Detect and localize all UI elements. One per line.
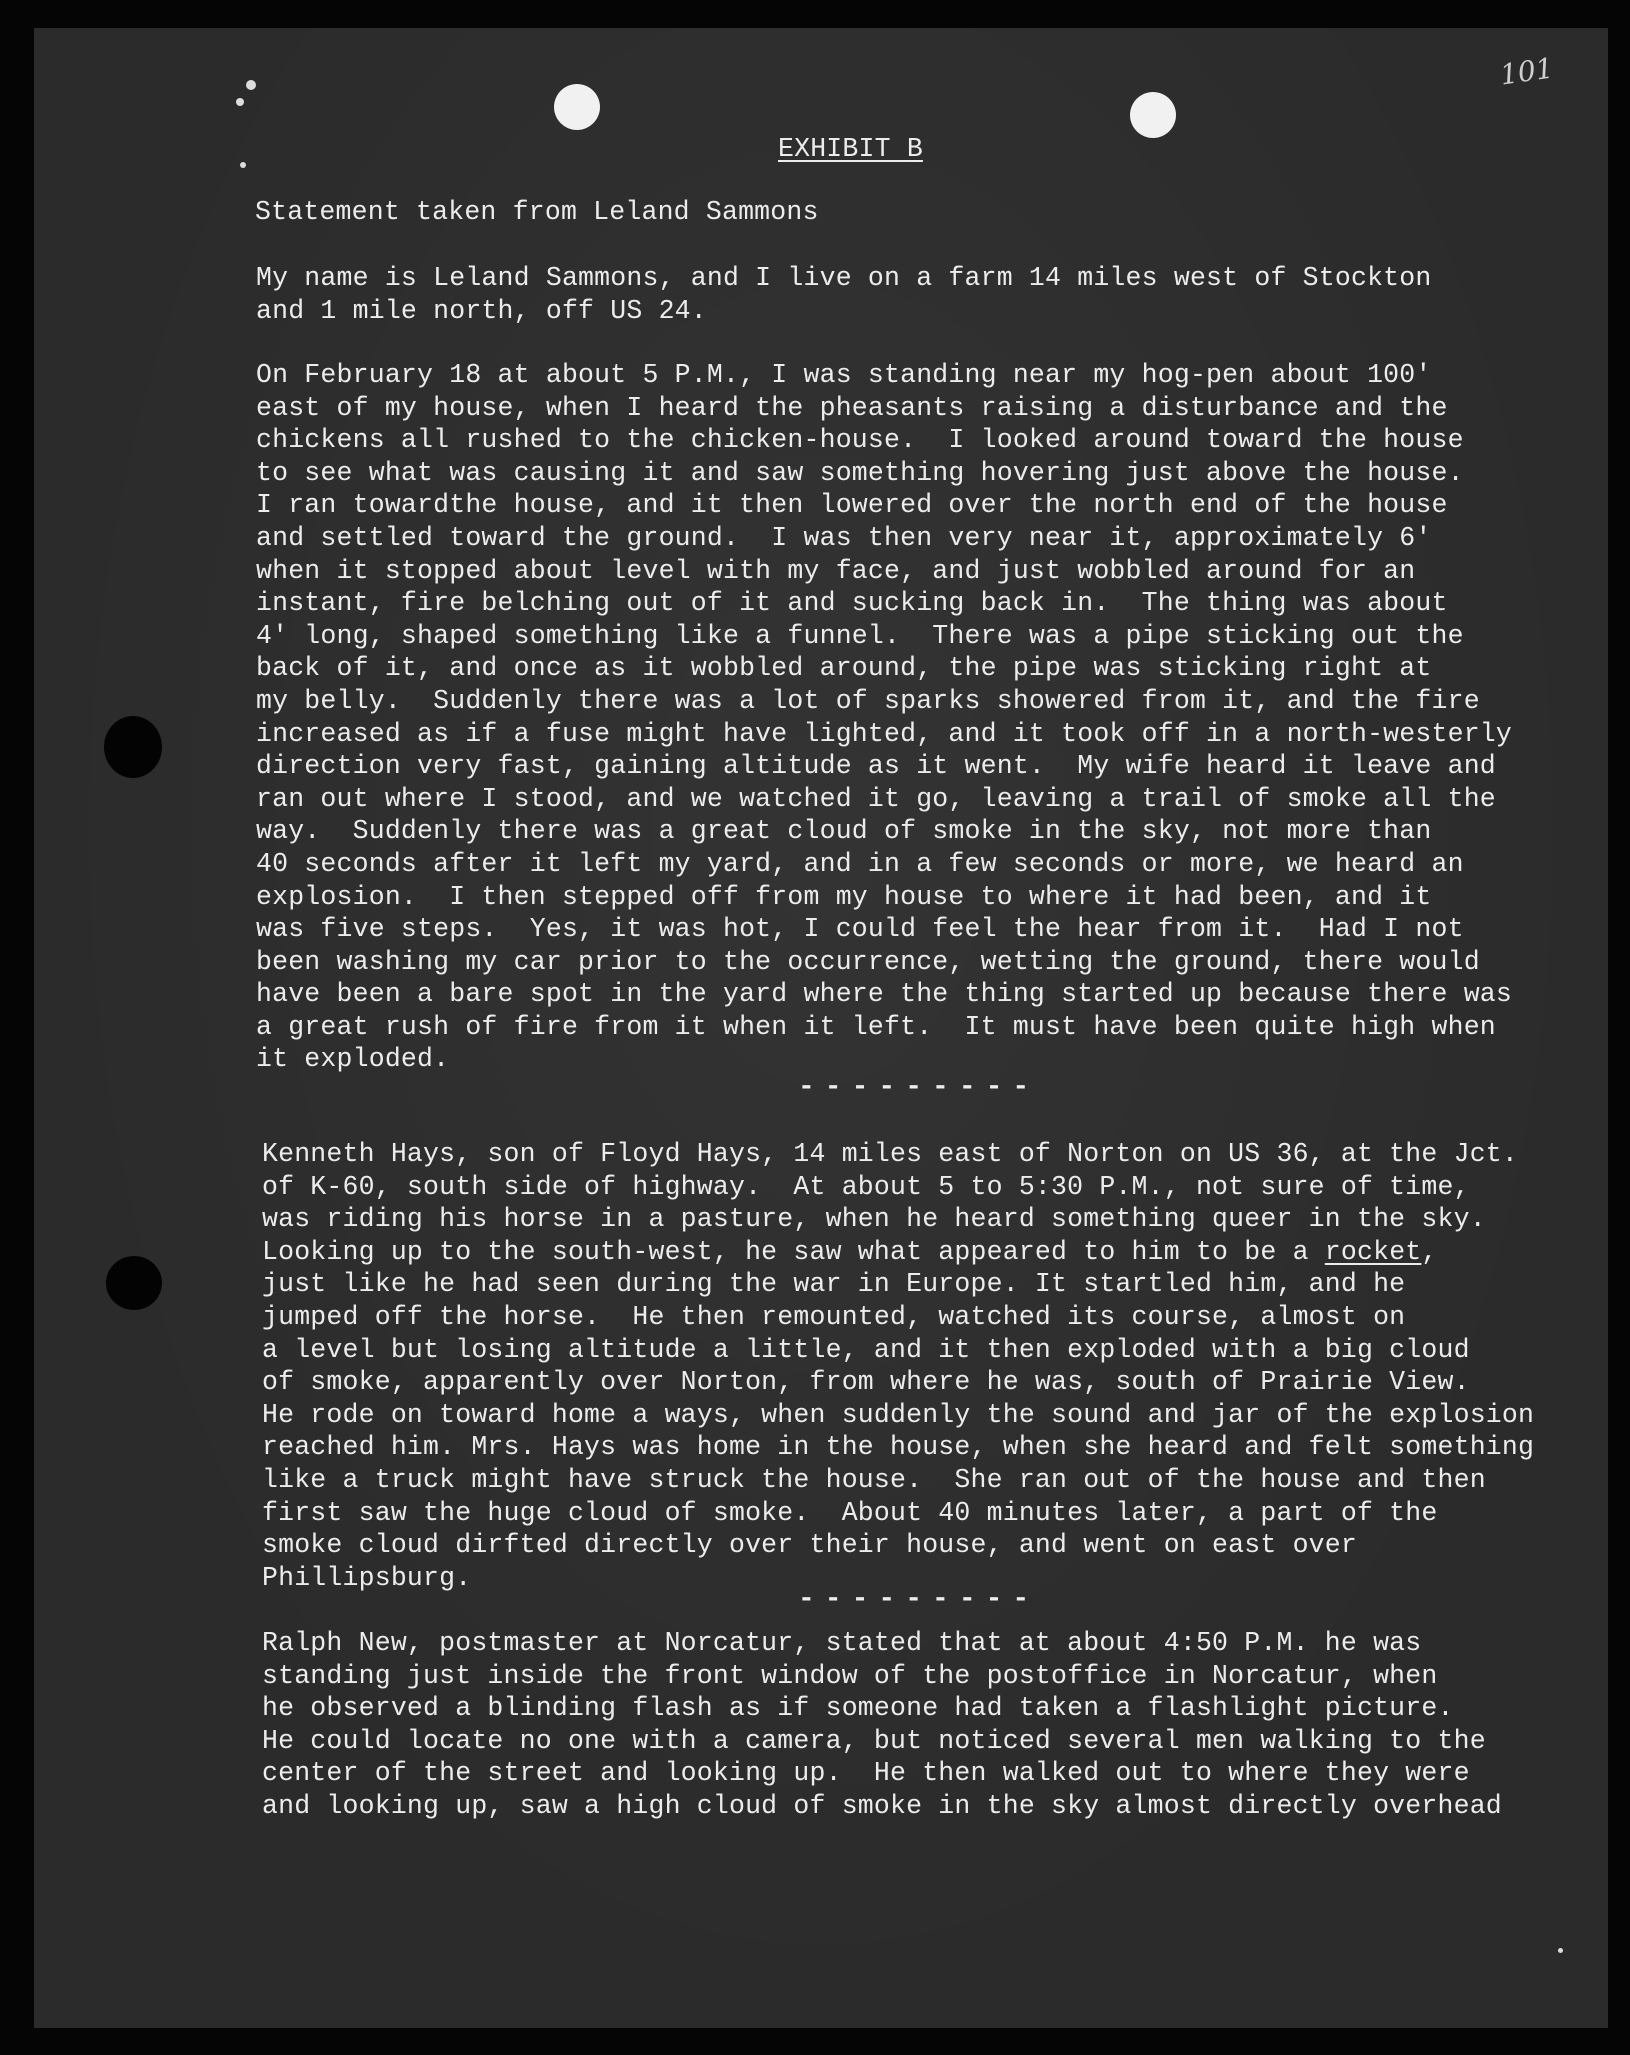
text-line: he observed a blinding flash as if someone had taken a flashlight picture.	[262, 1693, 1454, 1724]
text-line: On February 18 at about 5 P.M., I was standing near my hog-pen about 100'	[256, 360, 1432, 390]
punch-hole-top-left	[554, 84, 600, 130]
text-line: Phillipsburg.	[262, 1562, 472, 1593]
text-line: My name is Leland Sammons, and I live on a farm 14 miles west of Stockton	[256, 263, 1432, 293]
text-line: been washing my car prior to the occurrence, wetting the ground, there would	[256, 946, 1480, 977]
text-line: chickens all rushed to the chicken-house. I looked around toward the house	[256, 425, 1464, 456]
text-line: and 1 mile north, off US 24.	[256, 295, 707, 326]
text-line: it exploded.	[256, 1044, 450, 1075]
exhibit-title: EXHIBIT B	[778, 134, 923, 164]
underlined-word-rocket: rocket	[1324, 1236, 1422, 1267]
text-line: jumped off the horse. He then remounted, watched its course, almost on	[262, 1301, 1406, 1332]
text-line: direction very fast, gaining altitude as it went. My wife heard it leave and	[256, 751, 1496, 782]
speck	[236, 98, 244, 106]
text-line: explosion. I then stepped off from my house to where it had been, and it	[256, 881, 1432, 912]
text-line: just like he had seen during the war in Europe. It startled him, and he	[262, 1269, 1406, 1300]
punch-hole-top-right	[1130, 92, 1176, 138]
text-line: ran out where I stood, and we watched it go, leaving a trail of smoke all the	[256, 783, 1496, 814]
text-line: 4' long, shaped something like a funnel. There was a pipe sticking out the	[256, 620, 1464, 651]
text-line: have been a bare spot in the yard where the thing started up because there was	[256, 979, 1513, 1010]
text-line: a level but losing altitude a little, and it then exploded with a big cloud	[262, 1334, 1470, 1365]
text-line: was riding his horse in a pasture, when he heard something queer in the sky.	[262, 1204, 1486, 1235]
text-line: I ran towardthe house, and it then lowered over the north end of the house	[256, 490, 1448, 521]
paragraph-4	[262, 1627, 1502, 1823]
text-line: back of it, and once as it wobbled around, the pipe was sticking right at	[256, 653, 1432, 684]
text-line: my belly. Suddenly there was a lot of sparks showered from it, and the fire	[256, 685, 1480, 716]
text-line: increased as if a fuse might have lighted, and it took off in a north-westerly	[256, 718, 1513, 749]
text-line: to see what was causing it and saw something hovering just above the house.	[256, 457, 1464, 488]
text-line: standing just inside the front window of the postoffice in Norcatur, when	[262, 1660, 1438, 1691]
text-line: Kenneth Hays, son of Floyd Hays, 14 miles east of Norton on US 36, at the Jct.	[262, 1139, 1519, 1169]
text-line: was five steps. Yes, it was hot, I could feel the hear from it. Had I not	[256, 914, 1464, 945]
text-line: instant, fire belching out of it and sucking back in. The thing was about	[256, 588, 1448, 619]
text-line: reached him. Mrs. Hays was home in the house, when she heard and felt something	[262, 1432, 1535, 1463]
punch-hole-left-upper	[104, 716, 162, 778]
separator-2: ---------	[798, 1584, 1040, 1615]
text-line: He could locate no one with a camera, but noticed several men walking to the	[262, 1725, 1486, 1756]
speck	[240, 162, 246, 168]
paragraph-3	[262, 1138, 1534, 1594]
paragraph-2	[256, 359, 1512, 1076]
text-line: 40 seconds after it left my yard, and in a few seconds or more, we heard an	[256, 848, 1464, 879]
text-line: a great rush of fire from it when it left. It must have been quite high when	[256, 1011, 1496, 1042]
text-line: first saw the huge cloud of smoke. About 40 minutes later, a part of the	[262, 1497, 1438, 1528]
text-line-end: ,	[1421, 1236, 1438, 1267]
text-line: and looking up, saw a high cloud of smoke in the sky almost directly overhead	[262, 1790, 1502, 1821]
text-line: east of my house, when I heard the pheasants raising a disturbance and the	[256, 392, 1448, 423]
speck	[246, 80, 256, 90]
text-line	[262, 1236, 1534, 1269]
punch-hole-left-lower	[106, 1256, 162, 1310]
text-line: He rode on toward home a ways, when suddenly the sound and jar of the explosion	[262, 1399, 1535, 1430]
separator-1: ---------	[798, 1072, 1040, 1103]
text-line: of smoke, apparently over Norton, from where he was, south of Prairie View.	[262, 1367, 1470, 1398]
text-line: and settled toward the ground. I was then very near it, approximately 6'	[256, 522, 1432, 553]
handwritten-page-number: 101	[1497, 51, 1556, 92]
text-line: smoke cloud dirfted directly over their house, and went on east over	[262, 1530, 1357, 1561]
text-line: of K-60, south side of highway. At about 5 to 5:30 P.M., not sure of time,	[262, 1171, 1470, 1202]
text-line: when it stopped about level with my face, and just wobbled around for an	[256, 555, 1416, 586]
speck	[1558, 1948, 1563, 1953]
paragraph-1	[256, 262, 1432, 327]
text-line: center of the street and looking up. He then walked out to where they were	[262, 1758, 1470, 1789]
text-line: Ralph New, postmaster at Norcatur, stated that at about 4:50 P.M. he was	[262, 1628, 1422, 1658]
text-line: way. Suddenly there was a great cloud of smoke in the sky, not more than	[256, 816, 1432, 847]
statement-heading: Statement taken from Leland Sammons	[255, 197, 819, 227]
text-line: like a truck might have struck the house. She ran out of the house and then	[262, 1464, 1486, 1495]
text-line-start: Looking up to the south-west, he saw what appeared to him to be a	[262, 1236, 1325, 1267]
